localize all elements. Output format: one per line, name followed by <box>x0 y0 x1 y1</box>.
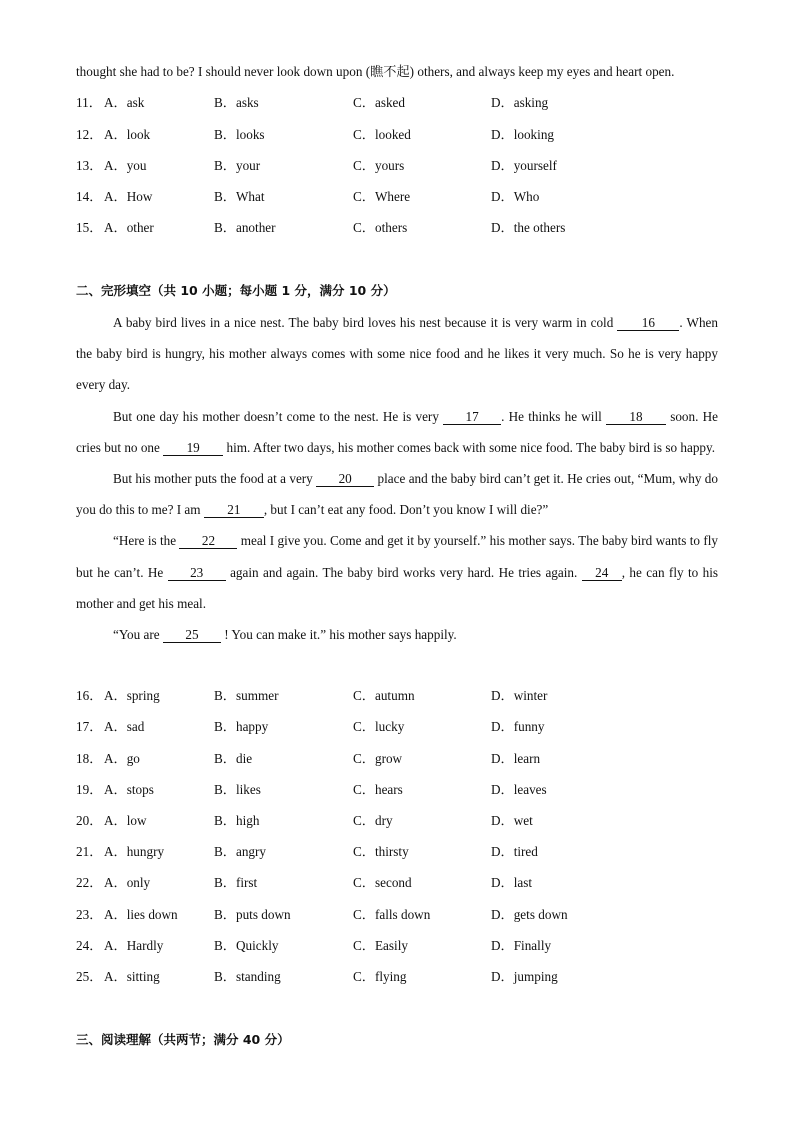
question-number: 14． <box>76 189 103 204</box>
cloze-passage <box>76 307 718 650</box>
option-a: A．hungry <box>104 844 165 859</box>
option-a: A．go <box>104 751 140 766</box>
option-c: C．flying <box>353 969 407 984</box>
option-d: D．the others <box>491 220 566 235</box>
passage-text: “Here is the <box>113 533 180 549</box>
passage-paragraph-2 <box>76 401 718 463</box>
option-a: A．you <box>104 158 147 173</box>
option-c: C．grow <box>353 751 403 766</box>
option-c: C．asked <box>353 95 406 110</box>
passage-text: A baby bird lives in a nice nest. The baby bird loves his nest because it is very warm in cold <box>113 315 618 330</box>
option-c: C．Where <box>353 189 411 204</box>
question-number: 13． <box>76 158 103 173</box>
question-number: 18． <box>76 751 103 766</box>
option-a: A．How <box>104 189 153 204</box>
question-number: 12． <box>76 127 103 142</box>
option-d: D．funny <box>491 719 545 734</box>
section-heading-cloze: 二、完形填空（共 10 小题；每小题 1 分，满分 10 分） <box>76 283 396 298</box>
option-a: A．Hardly <box>104 938 164 953</box>
blank-24: 24 <box>582 566 622 581</box>
option-d: D．asking <box>491 95 549 110</box>
option-d: D．learn <box>491 751 541 766</box>
option-b: B．happy <box>214 719 269 734</box>
option-d: D．gets down <box>491 907 568 922</box>
option-a: A．ask <box>104 95 145 110</box>
question-number: 20． <box>76 813 103 828</box>
option-b: B．first <box>214 875 258 890</box>
passage-text: soon. He cries but no one <box>76 408 718 455</box>
option-d: D．last <box>491 875 533 890</box>
option-c: C．autumn <box>353 688 415 703</box>
question-number: 21． <box>76 844 103 859</box>
option-b: B．die <box>214 751 253 766</box>
blank-25: 25 <box>163 628 221 643</box>
option-a: A．other <box>104 220 154 235</box>
blank-20: 20 <box>316 472 374 487</box>
option-d: D．yourself <box>491 158 557 173</box>
option-b: B．high <box>214 813 260 828</box>
blank-17: 17 <box>443 410 501 425</box>
option-a: A．look <box>104 127 151 142</box>
passage-text: , he can fly to his mother and get his meal. <box>76 564 719 611</box>
option-d: D．jumping <box>491 969 558 984</box>
option-c: C．hears <box>353 782 403 797</box>
blank-18: 18 <box>606 410 666 425</box>
option-d: D．wet <box>491 813 533 828</box>
blank-22: 22 <box>179 534 237 549</box>
intro-line: thought she had to be? I should never look down upon (瞧不起) others, and always keep my eyes and heart open. <box>76 64 675 79</box>
question-number: 16． <box>76 688 103 703</box>
question-number: 11． <box>76 95 102 110</box>
option-c: C．second <box>353 875 412 890</box>
question-number: 25． <box>76 969 103 984</box>
passage-text: “You are <box>113 627 163 643</box>
option-b: B．puts down <box>214 907 291 922</box>
blank-19: 19 <box>163 441 223 456</box>
option-a: A．spring <box>104 688 160 703</box>
option-c: C．looked <box>353 127 411 142</box>
option-c: C．falls down <box>353 907 431 922</box>
question-number: 24． <box>76 938 103 953</box>
option-a: A．only <box>104 875 151 890</box>
question-number: 19． <box>76 782 103 797</box>
option-a: A．sitting <box>104 969 160 984</box>
passage-paragraph-5 <box>76 619 718 650</box>
option-b: B．angry <box>214 844 267 859</box>
option-a: A．low <box>104 813 147 828</box>
passage-text: ! You can make it.” his mother says happily. <box>220 627 457 643</box>
passage-text: . When the baby bird is hungry, his mother always comes with some nice food and he likes it very much. So he is very happy every day. <box>76 315 718 393</box>
option-c: C．others <box>353 220 408 235</box>
option-c: C．thirsty <box>353 844 409 859</box>
option-d: D．winter <box>491 688 548 703</box>
passage-text: place and the baby bird can’t get it. He cries out, “Mum, why do you do this to me? I am <box>76 471 718 518</box>
blank-23: 23 <box>168 566 226 581</box>
option-b: B．asks <box>214 95 259 110</box>
option-b: B．your <box>214 158 261 173</box>
option-d: D．leaves <box>491 782 547 797</box>
option-b: B．another <box>214 220 276 235</box>
blank-21: 21 <box>204 503 264 518</box>
option-c: C．dry <box>353 813 393 828</box>
passage-text: . He thinks he will <box>501 408 606 424</box>
option-d: D．Finally <box>491 938 552 953</box>
passage-text: , but I can’t eat any food. Don’t you know I will die?” <box>263 502 549 518</box>
passage-text: But one day his mother doesn’t come to the nest. He is very <box>113 408 444 424</box>
option-c: C．Easily <box>353 938 408 953</box>
question-number: 22． <box>76 875 103 890</box>
passage-paragraph-3 <box>76 463 718 525</box>
question-number: 23． <box>76 907 103 922</box>
option-b: B．likes <box>214 782 261 797</box>
question-number: 15． <box>76 220 103 235</box>
option-c: C．lucky <box>353 719 405 734</box>
option-b: B．summer <box>214 688 279 703</box>
option-b: B．What <box>214 189 265 204</box>
option-b: B．looks <box>214 127 265 142</box>
option-b: B．Quickly <box>214 938 279 953</box>
option-d: D．looking <box>491 127 555 142</box>
passage-text: again and again. The baby bird works very hard. He tries again. <box>225 564 582 580</box>
blank-16: 16 <box>617 316 679 331</box>
question-number: 17． <box>76 719 103 734</box>
passage-text: meal I give you. Come and get it by yourself.” his mother says. The baby bird wants to fly but he can’t. He <box>76 533 718 580</box>
option-a: A．stops <box>104 782 154 797</box>
passage-text: him. After two days, his mother comes back with some nice food. The baby bird is so happy. <box>223 439 716 455</box>
passage-text: But his mother puts the food at a very <box>113 471 317 487</box>
option-d: D．Who <box>491 189 540 204</box>
option-a: A．sad <box>104 719 145 734</box>
option-c: C．yours <box>353 158 405 173</box>
passage-paragraph-4 <box>76 525 718 619</box>
option-b: B．standing <box>214 969 281 984</box>
section-heading-reading: 三、阅读理解（共两节；满分 40 分） <box>76 1032 290 1047</box>
passage-paragraph-1 <box>76 307 718 401</box>
option-a: A．lies down <box>104 907 178 922</box>
option-d: D．tired <box>491 844 538 859</box>
